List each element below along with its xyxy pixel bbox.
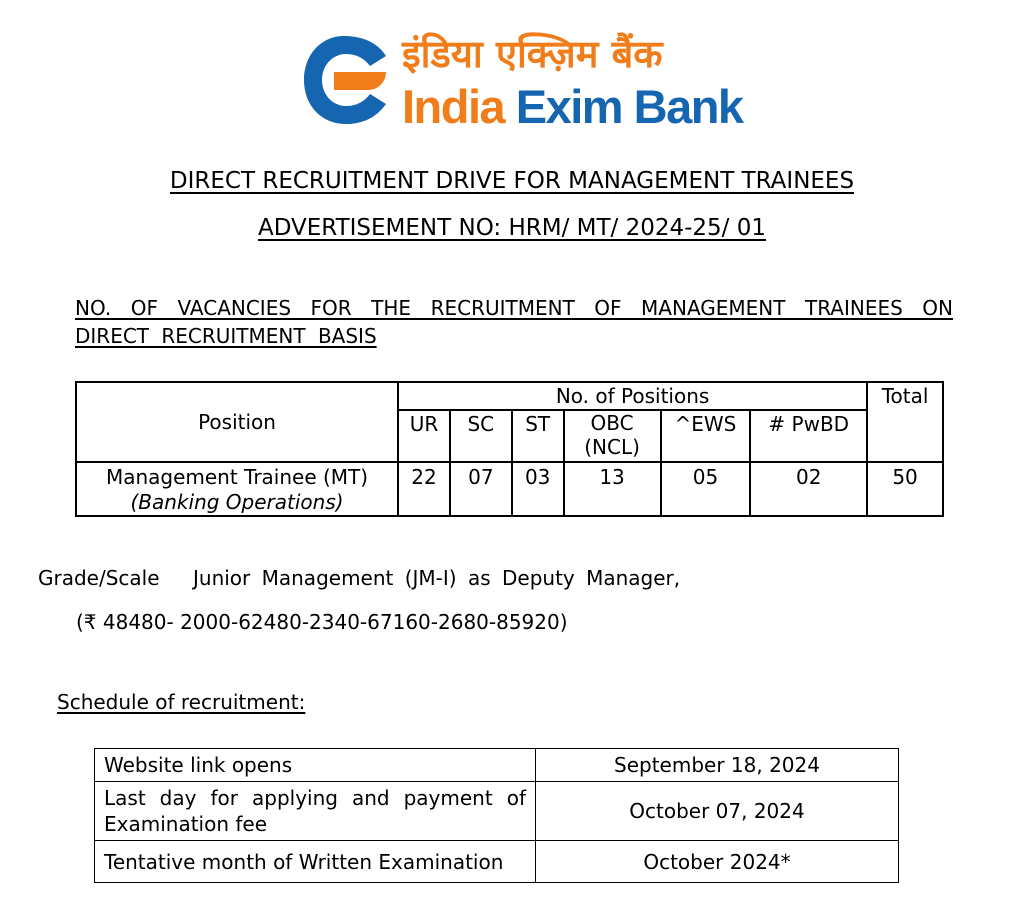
category-header: SC [450, 410, 512, 462]
date-cell: September 18, 2024 [536, 749, 899, 782]
total-cell: 50 [867, 462, 943, 516]
positions-header: No. of Positions [398, 382, 867, 410]
category-header: UR [398, 410, 450, 462]
schedule-table [94, 748, 899, 883]
position-subtitle: (Banking Operations) [130, 490, 344, 514]
position-cell [76, 462, 398, 516]
logo-hindi-text: इंडिया एक्ज़िम बैंक [402, 32, 663, 76]
schedule-heading: Schedule of recruitment: [57, 690, 306, 714]
category-header: ST [512, 410, 564, 462]
count-cell: 13 [564, 462, 661, 516]
position-header: Position [76, 382, 398, 462]
event-cell: Website link opens [95, 749, 536, 782]
category-header: # PwBD [750, 410, 867, 462]
vacancy-heading: NO. OF VACANCIES FOR THE RECRUITMENT OF MANAGEMENT TRAINEES ON DIRECT RECRUITMENT BASIS [75, 296, 953, 348]
table-row [76, 462, 943, 516]
date-cell: October 2024* [536, 841, 899, 883]
count-cell: 02 [750, 462, 867, 516]
category-header: ^EWS [661, 410, 751, 462]
table-row [95, 841, 899, 883]
count-cell: 22 [398, 462, 450, 516]
total-header: Total [867, 382, 943, 462]
table-row [95, 782, 899, 841]
grade-label: Grade/Scale [38, 566, 160, 590]
page-title: DIRECT RECRUITMENT DRIVE FOR MANAGEMENT TRAINEES [169, 168, 855, 194]
table-row [95, 749, 899, 782]
count-cell: 03 [512, 462, 564, 516]
date-cell: October 07, 2024 [536, 782, 899, 841]
pay-scale: (₹ 48480- 2000-62480-2340-67160-2680-85920) [76, 610, 568, 634]
logo-english-india: India [402, 80, 505, 133]
event-cell: Tentative month of Written Examination [95, 841, 536, 883]
grade-value: Junior Management (JM-I) as Deputy Manager, [193, 566, 681, 590]
logo-english-text [402, 80, 743, 134]
count-cell: 05 [661, 462, 751, 516]
exim-e-logo-icon [300, 34, 396, 126]
count-cell: 07 [450, 462, 512, 516]
logo-english-exim-bank: Exim Bank [504, 80, 743, 133]
vacancy-table [75, 381, 944, 517]
advertisement-number: ADVERTISEMENT NO: HRM/ MT/ 2024-25/ 01 [257, 215, 767, 241]
position-name: Management Trainee (MT) [105, 465, 369, 489]
category-header: OBC (NCL) [564, 410, 661, 462]
event-cell: Last day for applying and payment of Examination fee [95, 782, 536, 841]
india-exim-bank-logo [300, 30, 743, 134]
